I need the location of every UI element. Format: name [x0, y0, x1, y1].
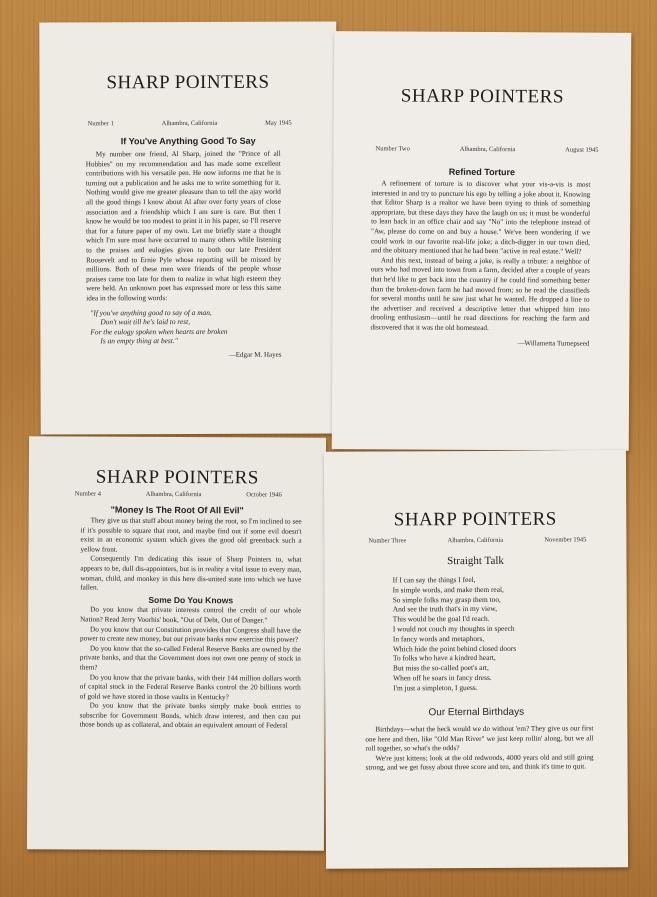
- paragraph: Do you know that the so-called Federal Reserve Banks are owned by the private banks, and that the Government does not own one penny of stock in them?: [79, 644, 301, 672]
- masthead: SHARP POINTERS: [95, 466, 259, 489]
- poem-line: Which hide the point behind closed doors: [392, 643, 517, 654]
- issue-number: Number Two: [375, 145, 410, 153]
- poem-line: For the eulogy spoken when hearts are broken: [90, 326, 228, 337]
- article-title: If You've Anything Good To Say: [120, 135, 256, 147]
- sheet-number-1: [39, 21, 337, 434]
- paragraph: Birthdays—what the heck would we do without 'em? They give us our first one here and then, like "Old Man River" we just keep rollin' along, but we all roll together, so what's the odds?: [365, 724, 594, 753]
- issue-place: Alhambra, California: [459, 145, 516, 154]
- sheet-number-4: [27, 436, 326, 851]
- issue-date: November 1945: [544, 536, 587, 544]
- issue-place: Alhambra, California: [161, 119, 218, 128]
- article-title: Our Eternal Birthdays: [428, 706, 525, 719]
- issue-line: [88, 120, 292, 128]
- poem-line: To folks who have a kindred heart,: [392, 653, 496, 663]
- sheet-number-two: [332, 31, 632, 451]
- poem-line: So simple folks may grasp them too,: [392, 594, 501, 605]
- paragraph: My number one friend, Al Sharp, joined the "Prince of all Hobbies" on my recommendation and has made some excellent contributions with his versatile pen. He now informs me that he is turning out a publication and he asks me to write something for it. Nothing would give me greater pleasure than to tell the ajay world all the good things I know about Al after over forty years of close association and a friendship which I am sure is rare. But then I know he would be too modest to print it in his paper, so I'll reserve that for a future paper of my own. Let me briefly state a thought which I'm sure must have occurred to many others while listening to the praises and eulogies given to both our late President Roosevelt and to Ernie Pyle whose reporting will be missed by millions. Both of these men were friends of the people whose praises came too late for them to realize in what high esteem they were held. An unknown poet has expressed more or less this same idea in the following words:: [85, 149, 282, 303]
- section-title: Some Do You Knows: [148, 594, 234, 606]
- paragraph: And this next, instead of being a joke, is really a tribute: a neighbor of ours who had moved into town from a farm, decided after a couple of years that he'd like to get back into the country if he could find something better than the broken-down farm he had moved from; so he read the classifieds for several months until he saw just what he wanted. He dropped a line to the advertiser and received a descriptive letter that whipped him into drooling enthusiasm—until he read directions for reaching the farm and discovered that it was the old homestead.: [370, 256, 590, 332]
- masthead: SHARP POINTERS: [393, 508, 557, 531]
- poem-line: In fancy words and metaphors,: [392, 633, 485, 644]
- issue-line: [368, 536, 586, 544]
- poem-line: But miss the so-called poet's art,: [393, 663, 489, 673]
- signature: —Willametta Turnepseed: [517, 338, 590, 348]
- article-body: [365, 724, 593, 773]
- poem-line: This would be the goal I'd reach.: [392, 614, 490, 624]
- paragraph: Do you know that our Constitution provides that Congress shall have the power to create new money, but our private banks now exercise this power?: [80, 625, 302, 644]
- poem-line: "If you've anything good to say of a man,: [90, 307, 212, 317]
- signature: —Edgar M. Hayes: [228, 350, 282, 359]
- paragraph: We're just kittens; look at the old redwoods, 4000 years old and still going strong, and we get fussy about three score and ten, and think it's time to quit.: [365, 753, 594, 772]
- article-body: [370, 179, 590, 348]
- article-body: [86, 150, 282, 361]
- issue-place: Alhambra, California: [447, 536, 504, 545]
- issue-number: Number Three: [368, 537, 407, 545]
- issue-date: May 1945: [265, 119, 292, 127]
- poem-line: Is an empty thing at best.": [100, 336, 178, 346]
- paragraph: They give us that stuff about money being the root, so I'm inclined to see if it's possible to square that root, and maybe find out if some evil doesn't exist in an economic system which gives the good old greenback such a yellow front.: [80, 516, 302, 554]
- paragraph: A refinement of torture is to discover what your vis-a-vis is most interested in and try to puncture his ego by telling a joke about it. Knowing that Editor Sharp is a realtor we have been trying to think of something appropriate, but these days they have the laugh on us; it must be wonderful to lean back in an office chair and say "No" into the telephone instead of "Aw, please do come on and buy a house." We've been wondering if we could work in our favorite real-life joke; a ditch-digger in our town died, and the obituary mentioned that he had been "active in real estate." Well?: [370, 179, 591, 256]
- article-body: [80, 516, 302, 731]
- paragraph: Do you know that the private banks simply make book entries to subscribe for Government Bonds, which draw interest, and then can put those bonds up as collateral, and obtain an equivalent amount of Federal: [79, 701, 301, 731]
- poem-line: I would not couch my thoughts in speech: [392, 623, 515, 634]
- poem-title: Straight Talk: [447, 554, 504, 568]
- poem: [393, 575, 517, 693]
- paragraph: Consequently I'm dedicating this issue of Sharp Pointers to, what appears to be, dull dis-appointers, but is in reality a vital issue to every man, woman, child, and monkey in this here dis-united state into which we have fallen.: [80, 554, 302, 592]
- issue-line: [75, 490, 282, 498]
- paragraph: Do you know that private interests control the credit of our whole Nation? Read Jerry Voorhis' book, "Out of Debt, Out of Danger.": [80, 605, 302, 625]
- masthead: SHARP POINTERS: [400, 85, 564, 108]
- issue-place: Alhambra, California: [145, 490, 202, 499]
- article-title: "Money Is The Root Of All Evil": [110, 504, 244, 516]
- masthead: SHARP POINTERS: [106, 71, 270, 94]
- poem-line: If I can say the things I feel,: [392, 575, 476, 585]
- issue-number: Number 4: [74, 490, 101, 498]
- paragraph: Do you know that the private banks, with their 144 million dollars worth of capital stock in the Federal Reserve Banks control the 20 billions worth of gold we have stored in those vaults in Kentucky?: [79, 673, 301, 701]
- poem: [86, 307, 281, 346]
- poem-line: When off he soars in fancy dress.: [393, 672, 492, 683]
- issue-number: Number 1: [87, 120, 114, 128]
- poem-line: And see the truth that's in my view,: [392, 604, 498, 614]
- article-title: Refined Torture: [448, 166, 516, 178]
- poem-line: I'm just a simpleton, I guess.: [393, 682, 478, 693]
- poem-line: Don't wait till he's laid to rest,: [100, 317, 191, 327]
- poem-line: In simple words, and make them real,: [392, 584, 504, 595]
- issue-line: [376, 145, 599, 153]
- sheet-number-three: [324, 450, 628, 869]
- issue-date: October 1946: [246, 491, 282, 499]
- issue-date: August 1945: [565, 146, 599, 154]
